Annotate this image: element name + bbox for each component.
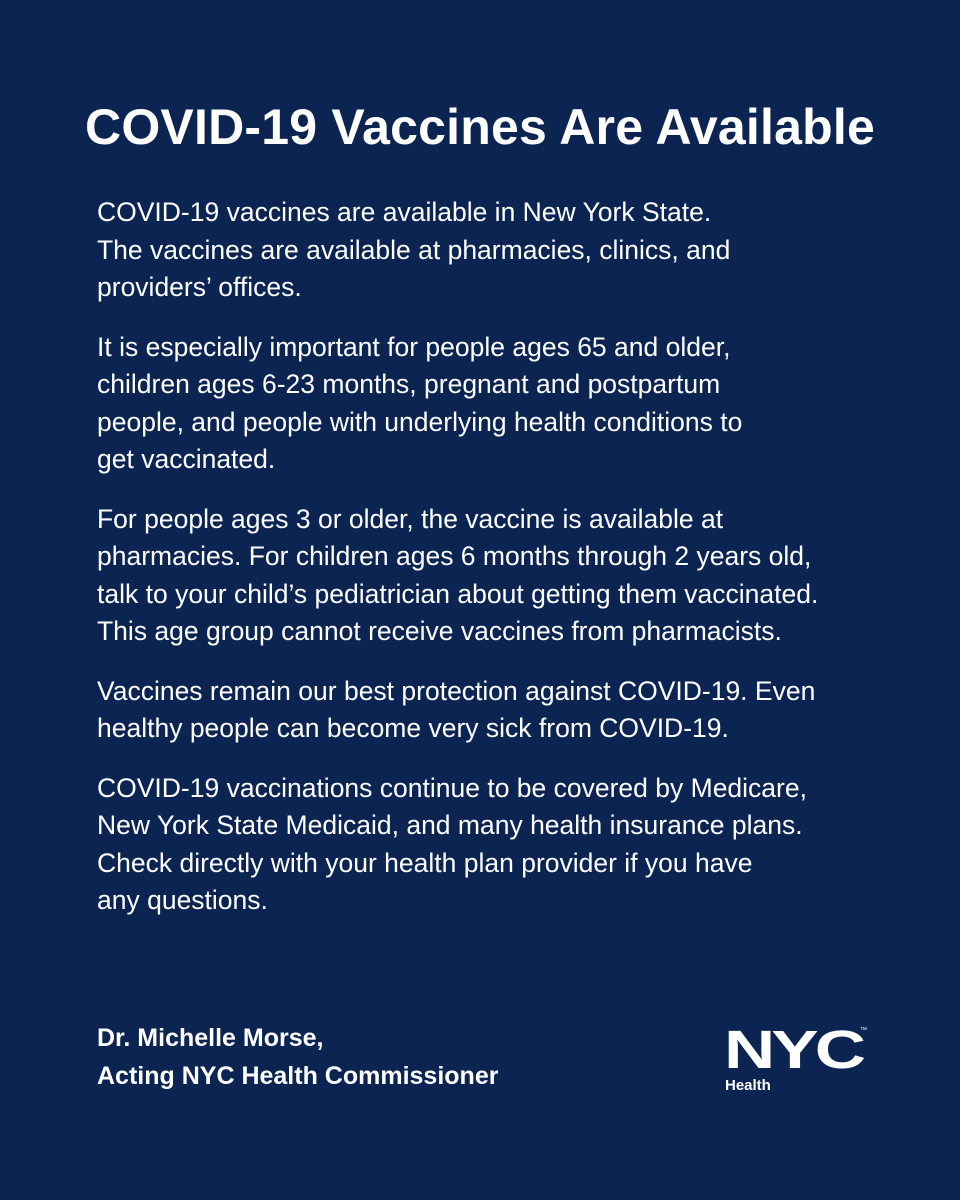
notice-body: [97, 194, 897, 942]
paragraph-line: providers’ offices.: [97, 272, 302, 302]
signature-role: Acting NYC Health Commissioner: [97, 1062, 499, 1090]
nyc-health-logo: [724, 1020, 867, 1094]
paragraph-line: The vaccines are available at pharmacies, clinics, and: [97, 234, 731, 265]
logo-mark: NYC: [724, 1020, 865, 1080]
paragraph-line: COVID-19 vaccinations continue to be covered by Medicare,: [97, 772, 807, 803]
paragraph-line: COVID-19 vaccines are available in New York State.: [97, 197, 712, 227]
paragraph-line: It is especially important for people ages 65 and older,: [97, 331, 731, 362]
paragraph-line: healthy people can become very sick from COVID-19.: [97, 713, 729, 743]
logo-trademark: ™: [860, 1027, 867, 1034]
paragraph-line: get vaccinated.: [97, 444, 276, 474]
logo-subtitle: Health: [725, 1077, 771, 1094]
signature-name: Dr. Michelle Morse,: [97, 1024, 324, 1052]
paragraph-line: This age group cannot receive vaccines from pharmacists.: [97, 616, 782, 646]
paragraph-protection: [97, 673, 897, 748]
paragraph-coverage: [97, 770, 897, 920]
paragraph-availability: [97, 194, 897, 307]
paragraph-priority-groups: [97, 329, 897, 479]
signature-block: [97, 1019, 498, 1095]
paragraph-line: pharmacies. For children ages 6 months through 2 years old,: [97, 541, 812, 571]
page-title: COVID-19 Vaccines Are Available: [85, 99, 875, 155]
paragraph-line: For people ages 3 or older, the vaccine is available at: [97, 503, 724, 534]
paragraph-age-eligibility: [97, 501, 897, 651]
paragraph-line: New York State Medicaid, and many health insurance plans.: [97, 810, 803, 840]
paragraph-line: Check directly with your health plan provider if you have: [97, 847, 753, 878]
paragraph-line: talk to your child’s pediatrician about getting them vaccinated.: [97, 578, 819, 609]
paragraph-line: children ages 6-23 months, pregnant and postpartum: [97, 369, 721, 399]
paragraph-line: Vaccines remain our best protection against COVID-19. Even: [97, 675, 816, 706]
paragraph-line: people, and people with underlying health conditions to: [97, 406, 743, 437]
paragraph-line: any questions.: [97, 885, 268, 915]
